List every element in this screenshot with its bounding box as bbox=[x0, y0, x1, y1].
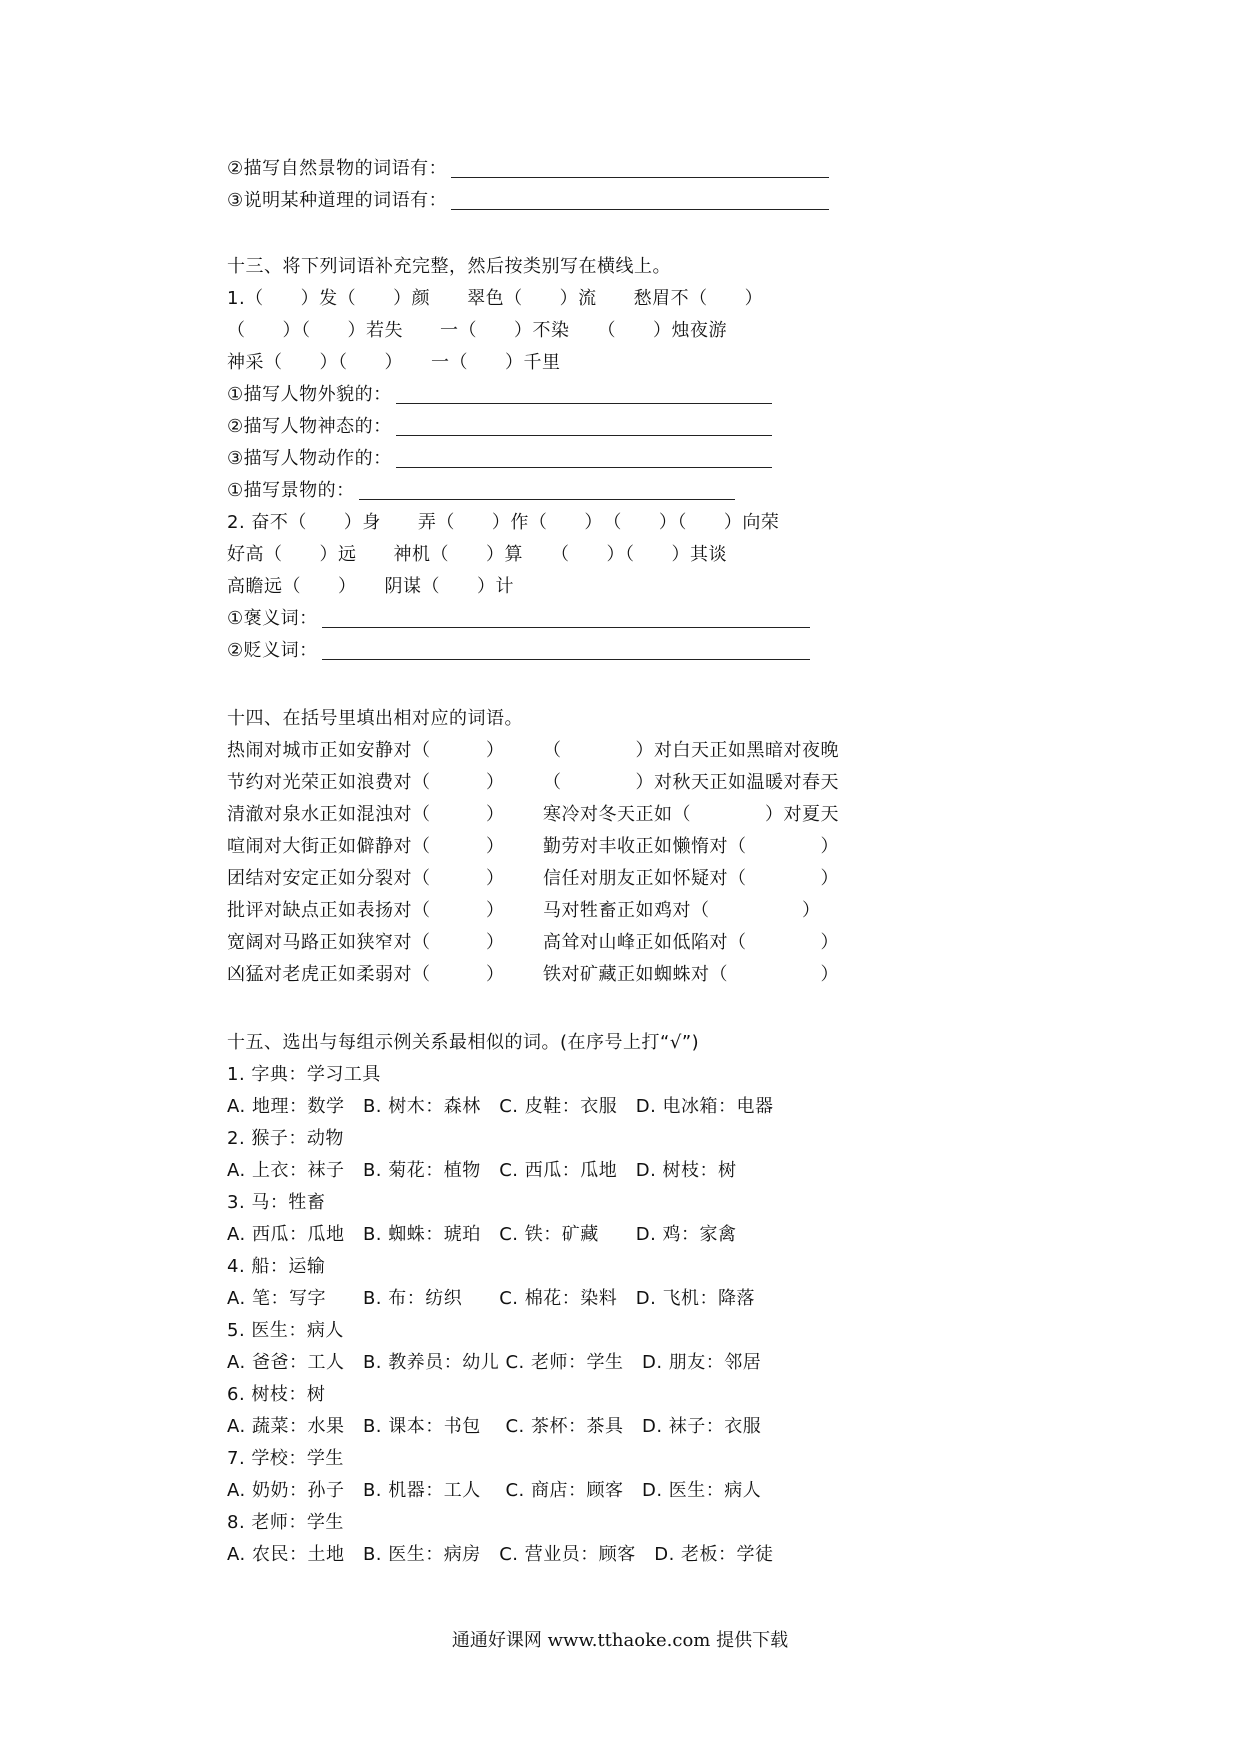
sec13-category1 bbox=[227, 382, 772, 408]
sec12-item3 bbox=[227, 188, 829, 214]
sec14-row-right: 信任对朋友正如怀疑对（ ） bbox=[543, 868, 839, 889]
sec15-options: A. 笔：写字 B. 布：纺织 C. 棉花：染料 D. 飞机：降落 bbox=[227, 1288, 756, 1309]
sec14-row-left: 批评对缺点正如表扬对（ ） bbox=[227, 900, 505, 921]
sec13-positive-words bbox=[227, 606, 810, 632]
sec13-category2-label: ②描写人物神态的： bbox=[227, 416, 392, 437]
sec13-part2-row2: 好高（ ）远 神机（ ）算 （ ）（ ）其谈 bbox=[227, 544, 727, 565]
sec15-options: A. 奶奶：孙子 B. 机器：工人 C. 商店：顾客 D. 医生：病人 bbox=[227, 1480, 762, 1501]
sec15-options: A. 农民：土地 B. 医生：病房 C. 营业员：顾客 D. 老板：学徒 bbox=[227, 1544, 774, 1565]
sec13-heading: 十三、将下列词语补充完整，然后按类别写在横线上。 bbox=[227, 256, 671, 277]
sec13-category2 bbox=[227, 414, 772, 440]
sec13-category3-label: ③描写人物动作的： bbox=[227, 448, 392, 469]
sec13-positive-label: ①褒义词： bbox=[227, 608, 318, 629]
sec14-row-left: 喧闹对大街正如僻静对（ ） bbox=[227, 836, 505, 857]
sec12-item2 bbox=[227, 156, 829, 182]
answer-blank[interactable] bbox=[451, 191, 829, 210]
sec14-row-right: 铁对矿藏正如蜘蛛对（ ） bbox=[543, 964, 839, 985]
sec14-row-left: 清澈对泉水正如混浊对（ ） bbox=[227, 804, 505, 825]
sec15-question: 5. 医生：病人 bbox=[227, 1320, 344, 1341]
sec13-category3 bbox=[227, 446, 772, 472]
sec13-category4-label: ①描写景物的： bbox=[227, 480, 355, 501]
sec14-row-right: （ ）对秋天正如温暖对春天 bbox=[543, 772, 839, 793]
sec14-row-right: 高耸对山峰正如低陷对（ ） bbox=[543, 932, 839, 953]
sec14-row-right: 寒冷对冬天正如（ ）对夏天 bbox=[543, 804, 839, 825]
sec13-part2-row1: 2. 奋不（ ）身 弄（ ）作（ ） （ ）（ ）向荣 bbox=[227, 512, 780, 533]
sec14-row-left: 节约对光荣正如浪费对（ ） bbox=[227, 772, 505, 793]
sec14-row-left: 宽阔对马路正如狭窄对（ ） bbox=[227, 932, 505, 953]
sec13-part1-row3: 神采（ ）（ ） 一（ ）千里 bbox=[227, 352, 561, 373]
sec15-question: 7. 学校：学生 bbox=[227, 1448, 344, 1469]
sec13-negative-label: ②贬义词： bbox=[227, 640, 318, 661]
sec13-category1-label: ①描写人物外貌的： bbox=[227, 384, 392, 405]
sec14-heading: 十四、在括号里填出相对应的词语。 bbox=[227, 708, 523, 729]
sec13-part1-row2: （ ）（ ）若失 一（ ）不染 （ ）烛夜游 bbox=[227, 320, 727, 341]
answer-blank[interactable] bbox=[322, 609, 810, 628]
answer-blank[interactable] bbox=[451, 159, 829, 178]
sec15-heading: 十五、选出与每组示例关系最相似的词。(在序号上打“√”) bbox=[227, 1032, 700, 1053]
answer-blank[interactable] bbox=[322, 641, 810, 660]
answer-blank[interactable] bbox=[396, 385, 772, 404]
answer-blank[interactable] bbox=[359, 481, 735, 500]
sec12-item2-label: ②描写自然景物的词语有： bbox=[227, 158, 448, 179]
sec15-question: 2. 猴子：动物 bbox=[227, 1128, 344, 1149]
sec13-part2-row3: 高瞻远（ ） 阴谋（ ）计 bbox=[227, 576, 514, 597]
sec15-question: 3. 马：牲畜 bbox=[227, 1192, 326, 1213]
answer-blank[interactable] bbox=[396, 417, 772, 436]
sec15-question: 4. 船：运输 bbox=[227, 1256, 326, 1277]
sec12-item3-label: ③说明某种道理的词语有： bbox=[227, 190, 448, 211]
sec14-row-left: 凶猛对老虎正如柔弱对（ ） bbox=[227, 964, 505, 985]
sec14-row-right: （ ）对白天正如黑暗对夜晚 bbox=[543, 740, 839, 761]
sec13-part1-row1: 1.（ ）发（ ）颜 翠色（ ）流 愁眉不（ ） bbox=[227, 288, 764, 309]
sec15-options: A. 上衣：袜子 B. 菊花：植物 C. 西瓜：瓜地 D. 树枝：树 bbox=[227, 1160, 737, 1181]
sec15-question: 1. 字典：学习工具 bbox=[227, 1064, 381, 1085]
answer-blank[interactable] bbox=[396, 449, 772, 468]
sec15-options: A. 西瓜：瓜地 B. 蜘蛛：琥珀 C. 铁：矿藏 D. 鸡：家禽 bbox=[227, 1224, 737, 1245]
sec15-question: 8. 老师：学生 bbox=[227, 1512, 344, 1533]
sec15-question: 6. 树枝：树 bbox=[227, 1384, 326, 1405]
page-footer: 通通好课网 www.tthaoke.com 提供下载 bbox=[451, 1630, 789, 1651]
sec15-options: A. 爸爸：工人 B. 教养员：幼儿 C. 老师：学生 D. 朋友：邻居 bbox=[227, 1352, 762, 1373]
sec13-category4 bbox=[227, 478, 735, 504]
sec15-options: A. 蔬菜：水果 B. 课本：书包 C. 茶杯：茶具 D. 袜子：衣服 bbox=[227, 1416, 762, 1437]
sec14-row-left: 团结对安定正如分裂对（ ） bbox=[227, 868, 505, 889]
sec14-row-right: 勤劳对丰收正如懒惰对（ ） bbox=[543, 836, 839, 857]
sec15-options: A. 地理：数学 B. 树木：森林 C. 皮鞋：衣服 D. 电冰箱：电器 bbox=[227, 1096, 774, 1117]
sec14-row-left: 热闹对城市正如安静对（ ） bbox=[227, 740, 505, 761]
sec13-negative-words bbox=[227, 638, 810, 664]
sec14-row-right: 马对牲畜正如鸡对（ ） bbox=[543, 900, 821, 921]
